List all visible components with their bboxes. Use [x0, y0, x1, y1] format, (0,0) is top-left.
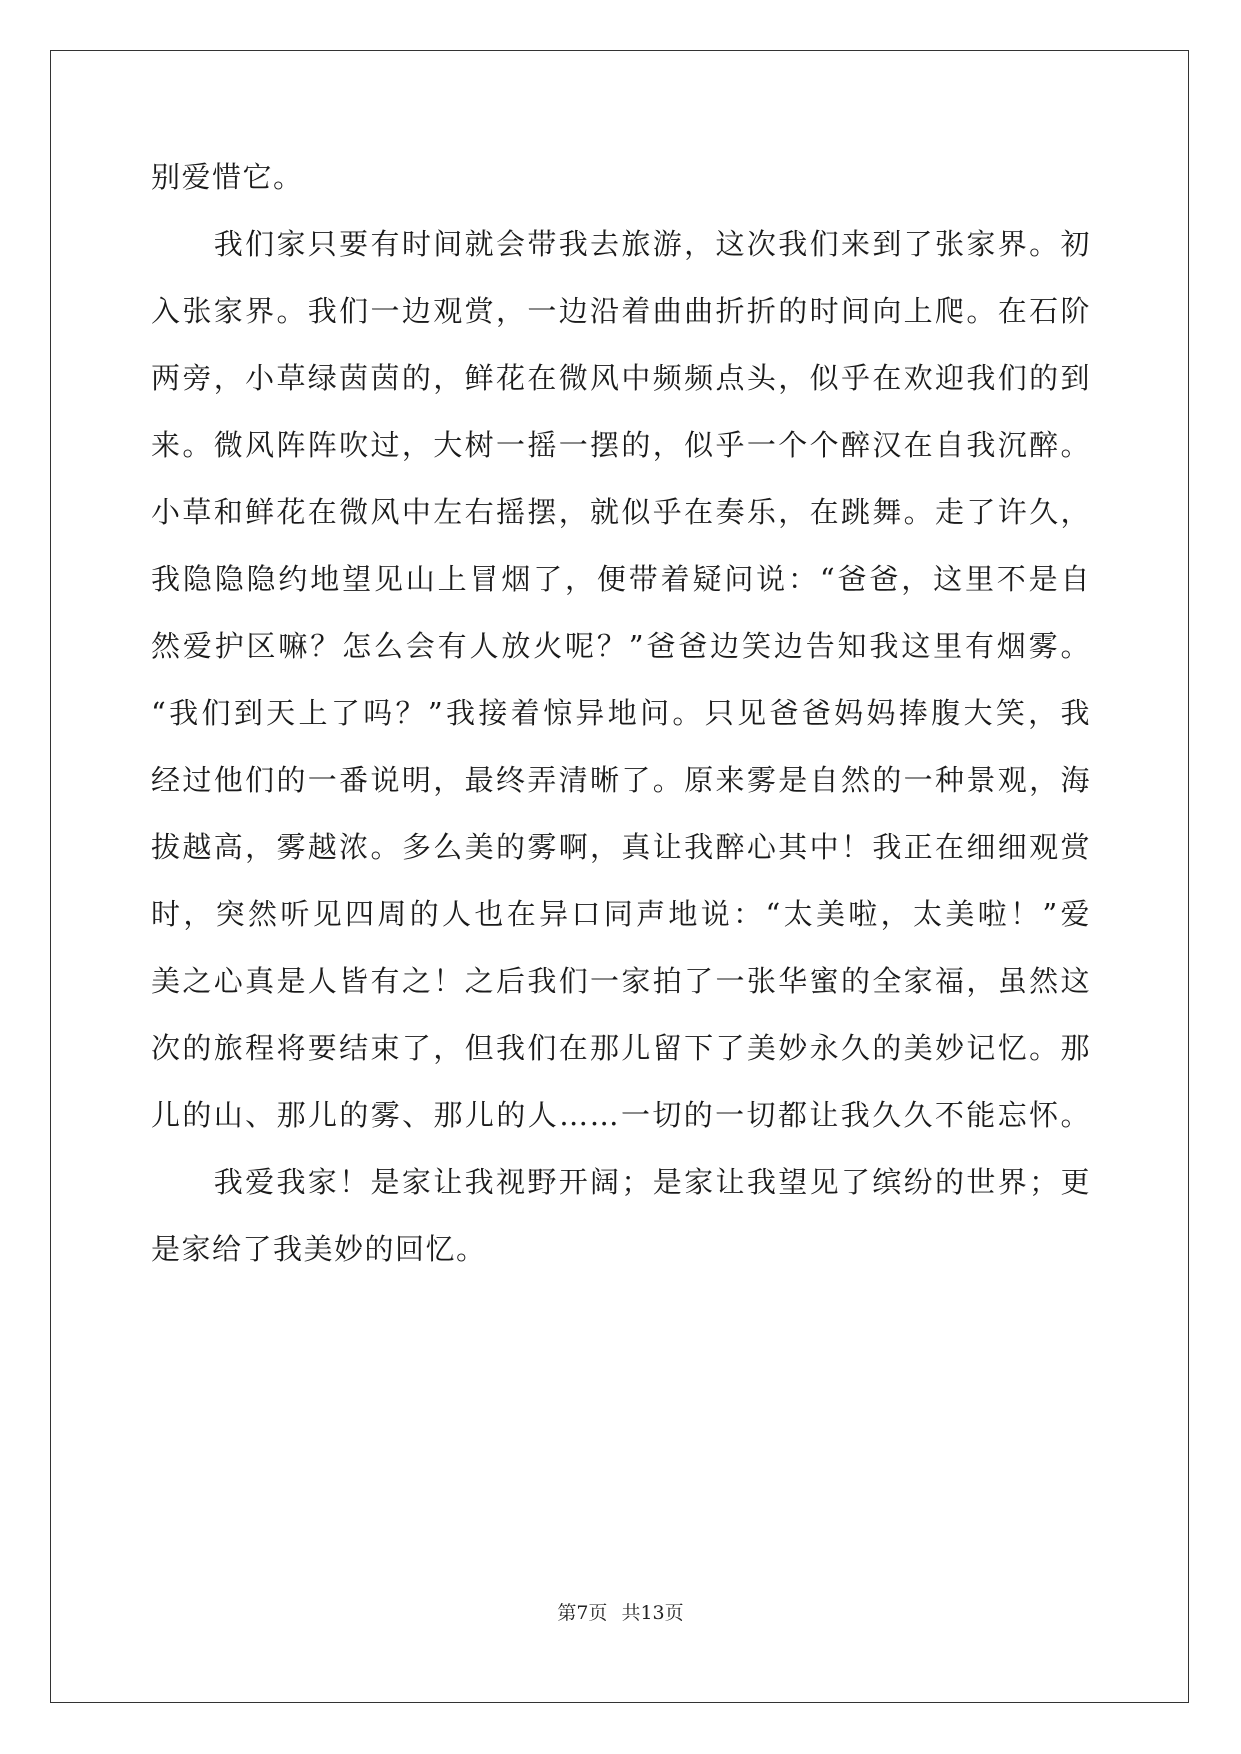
page-footer — [0, 1598, 1241, 1625]
page-total: 共13页 — [621, 1602, 684, 1624]
text-line: 儿的山、那儿的雾、那儿的人……一切的一切都让我久久不能忘怀。 — [151, 1098, 1091, 1132]
text-line: 我隐隐隐约地望见山上冒烟了，便带着疑问说：“爸爸，这里不是自 — [151, 562, 1091, 596]
text-line: 我们家只要有时间就会带我去旅游，这次我们来到了张家界。初 — [151, 227, 1091, 261]
text-line: 然爱护区嘛？怎么会有人放火呢？”爸爸边笑边告知我这里有烟雾。 — [151, 629, 1091, 663]
text-line: 美之心真是人皆有之！之后我们一家拍了一张华蜜的全家福，虽然这 — [151, 964, 1091, 998]
document-body — [151, 144, 1091, 1283]
text-line: 经过他们的一番说明，最终弄清晰了。原来雾是自然的一种景观，海 — [151, 763, 1091, 797]
text-line: 拔越高，雾越浓。多么美的雾啊，真让我醉心其中！我正在细细观赏 — [151, 830, 1091, 864]
text-line: 入张家界。我们一边观赏，一边沿着曲曲折折的时间向上爬。在石阶 — [151, 294, 1091, 328]
text-line: “我们到天上了吗？”我接着惊异地问。只见爸爸妈妈捧腹大笑，我 — [151, 696, 1091, 730]
text-line: 是家给了我美妙的回忆。 — [151, 1232, 487, 1266]
text-line: 别爱惜它。 — [151, 160, 304, 194]
text-line: 次的旅程将要结束了，但我们在那儿留下了美妙永久的美妙记忆。那 — [151, 1031, 1091, 1065]
text-line: 小草和鲜花在微风中左右摇摆，就似乎在奏乐，在跳舞。走了许久， — [151, 495, 1091, 529]
text-line: 两旁，小草绿茵茵的，鲜花在微风中频频点头，似乎在欢迎我们的到 — [151, 361, 1091, 395]
text-line: 时，突然听见四周的人也在异口同声地说：“太美啦，太美啦！”爱 — [151, 897, 1091, 931]
page-number: 第7页 — [557, 1602, 608, 1624]
text-line: 我爱我家！是家让我视野开阔；是家让我望见了缤纷的世界；更 — [151, 1165, 1091, 1199]
text-line: 来。微风阵阵吹过，大树一摇一摆的，似乎一个个醉汉在自我沉醉。 — [151, 428, 1091, 462]
